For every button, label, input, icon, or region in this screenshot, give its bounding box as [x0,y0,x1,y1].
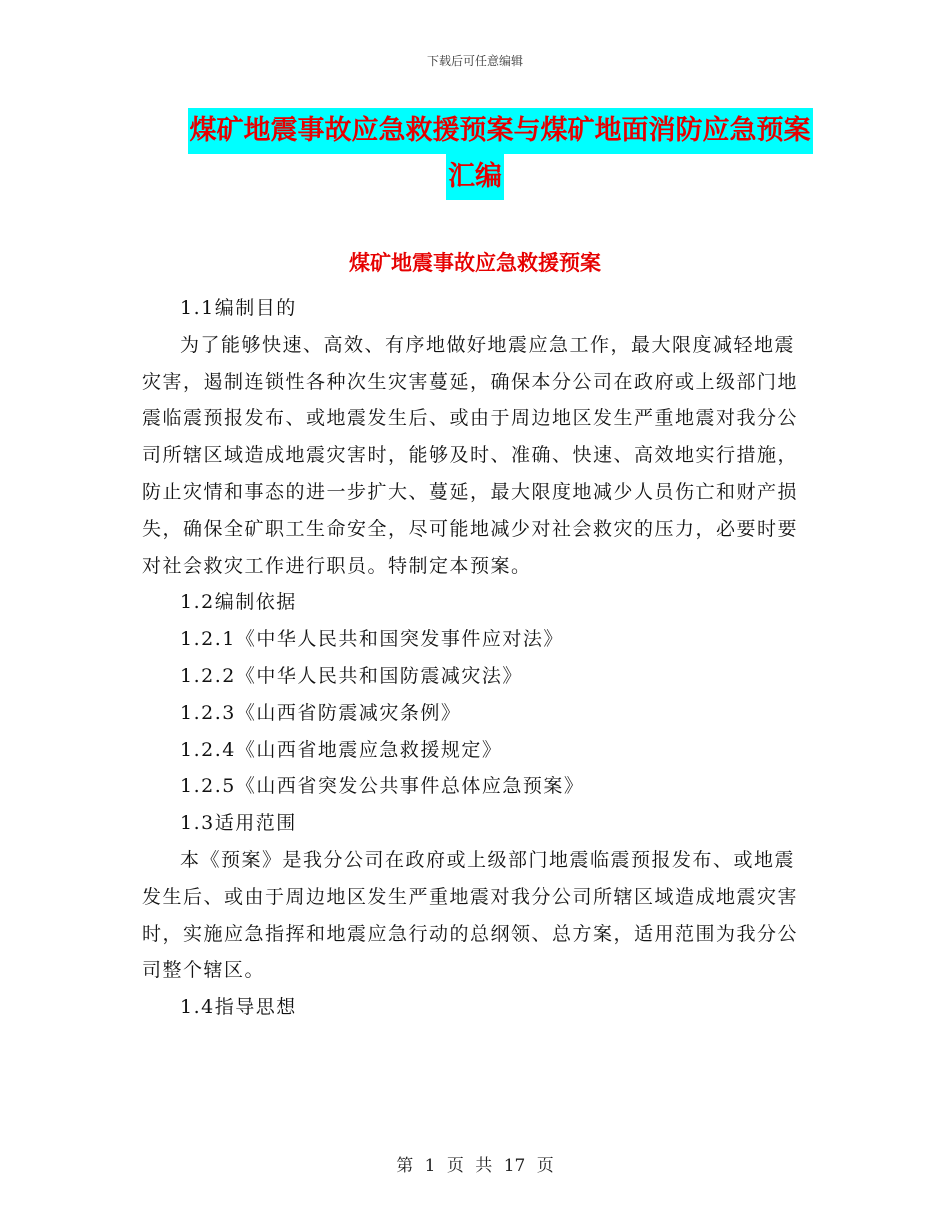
basis-item-1: 1.2.1《中华人民共和国突发事件应对法》 [180,628,564,651]
paragraph-scope: 本《预案》是我分公司在政府或上级部门地震临震预报发布、或地震发生后、或由于周边地区发生严重地震对我分公司所辖区域造成地震灾害时，实施应急指挥和地震应急行动的总纲领、总方案，适用范围为我分公司整个辖区。 [142,848,799,982]
document-title [0,108,950,200]
section-title: 煤矿地震事故应急救援预案 [349,251,601,275]
document-title-line-1: 煤矿地震事故应急救援预案与煤矿地面消防应急预案 [188,108,813,154]
basis-item-5: 1.2.5《山西省突发公共事件总体应急预案》 [180,775,585,798]
paragraph-purpose: 为了能够快速、高效、有序地做好地震应急工作，最大限度减轻地震灾害，遏制连锁性各种次生灾害蔓延，确保本分公司在政府或上级部门地震临震预报发布、或地震发生后、或由于周边地区发生严重地震对我分公司所辖区域造成地震灾害时，能够及时、准确、快速、高效地实行措施，防止灾情和事态的进一步扩大、蔓延，最大限度地减少人员伤亡和财产损失，确保全矿职工生命安全，尽可能地减少对社会救灾的压力，必要时要对社会救灾工作进行职员。特制定本预案。 [142,333,799,577]
document-title-line-2: 汇编 [446,154,504,200]
heading-1-4: 1.4指导思想 [180,996,297,1019]
heading-1-3: 1.3适用范围 [180,812,297,835]
basis-item-4: 1.2.4《山西省地震应急救援规定》 [180,738,503,761]
document-body [142,290,812,1026]
basis-item-3: 1.2.3《山西省防震减灾条例》 [180,701,462,724]
heading-1-1: 1.1编制目的 [180,297,297,319]
page-footer: 第 1 页 共 17 页 [396,1156,554,1176]
basis-item-2: 1.2.2《中华人民共和国防震减灾法》 [180,664,523,687]
heading-1-2: 1.2编制依据 [180,591,297,614]
page-header: 下载后可任意编辑 [426,54,523,68]
